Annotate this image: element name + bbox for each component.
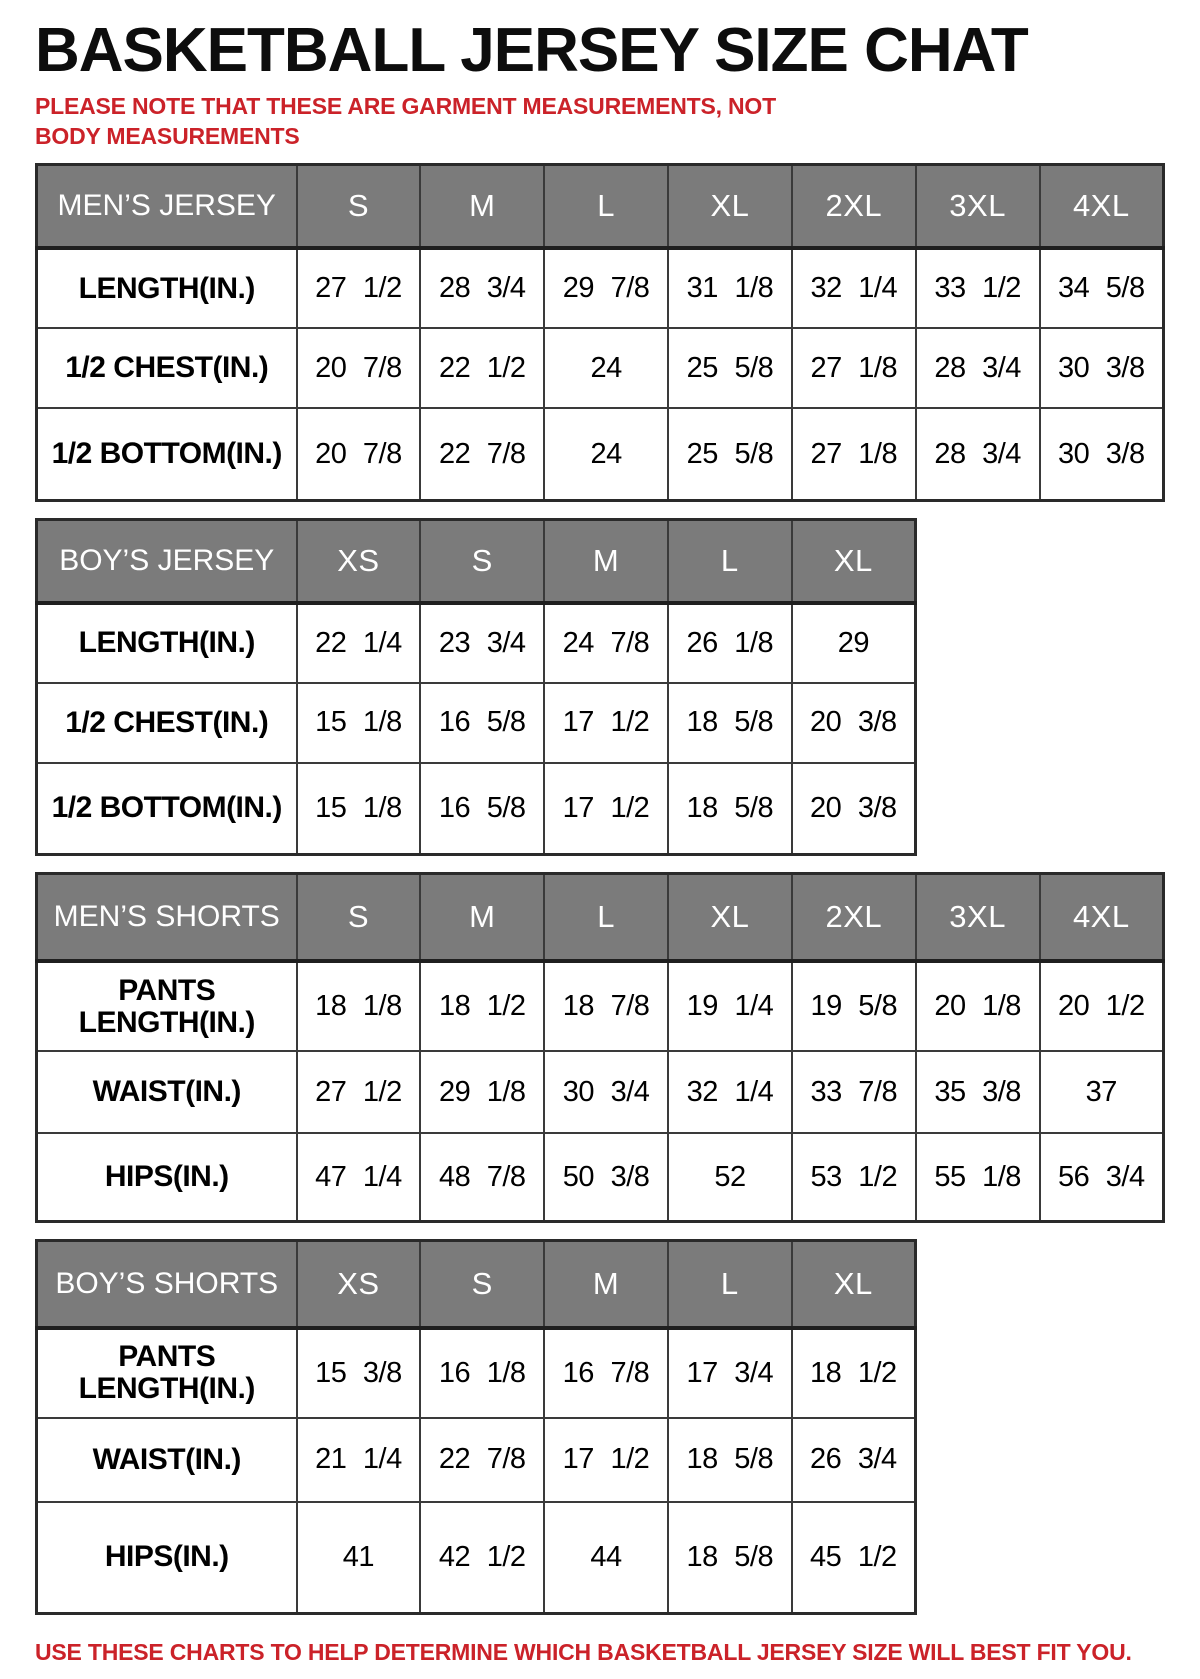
size-header-cell: 4XL (1040, 165, 1164, 249)
value-cell: 21 1/4 (297, 1418, 421, 1502)
size-header-cell: L (544, 165, 668, 249)
value-cell: 24 (544, 408, 668, 500)
row-label-cell: PANTS LENGTH(IN.) (37, 1328, 297, 1418)
value-cell: 26 3/4 (792, 1418, 916, 1502)
row-label-cell: LENGTH(IN.) (37, 248, 297, 328)
value-cell: 37 (1040, 1051, 1164, 1133)
size-header-cell: S (297, 874, 421, 962)
value-cell: 17 1/2 (544, 763, 668, 855)
value-cell: 18 1/2 (420, 961, 544, 1051)
size-header-cell: S (420, 1240, 544, 1328)
value-cell: 17 1/2 (544, 683, 668, 763)
table-row (37, 328, 1164, 408)
value-cell: 33 1/2 (916, 248, 1040, 328)
size-header-cell: XL (792, 519, 916, 603)
garment-measurement-note: PLEASE NOTE THAT THESE ARE GARMENT MEASUREMENTS, NOT BODY MEASUREMENTS (35, 93, 776, 150)
size-header-cell: 4XL (1040, 874, 1164, 962)
row-label-cell: HIPS(IN.) (37, 1502, 297, 1614)
value-cell: 18 5/8 (668, 683, 792, 763)
header-row (37, 1240, 916, 1328)
size-header-cell: S (297, 165, 421, 249)
value-cell: 20 3/8 (792, 683, 916, 763)
value-cell: 17 3/4 (668, 1328, 792, 1418)
value-cell: 20 3/8 (792, 763, 916, 855)
table-title-cell: MEN’S SHORTS (37, 874, 297, 962)
mens-shorts-table (35, 872, 1165, 1223)
value-cell: 16 7/8 (544, 1328, 668, 1418)
size-header-cell: 3XL (916, 874, 1040, 962)
value-cell: 22 7/8 (420, 408, 544, 500)
value-cell: 34 5/8 (1040, 248, 1164, 328)
value-cell: 32 1/4 (668, 1051, 792, 1133)
value-cell: 44 (544, 1502, 668, 1614)
table-title-cell: BOY’S JERSEY (37, 519, 297, 603)
table-title-cell: BOY’S SHORTS (37, 1240, 297, 1328)
row-label-cell: PANTS LENGTH(IN.) (37, 961, 297, 1051)
size-header-cell: XL (668, 874, 792, 962)
value-cell: 16 5/8 (420, 763, 544, 855)
size-header-cell: L (668, 1240, 792, 1328)
value-cell: 19 1/4 (668, 961, 792, 1051)
size-header-cell: XS (297, 519, 421, 603)
value-cell: 30 3/8 (1040, 328, 1164, 408)
value-cell: 15 1/8 (297, 683, 421, 763)
value-cell: 33 7/8 (792, 1051, 916, 1133)
value-cell: 27 1/8 (792, 408, 916, 500)
value-cell: 25 5/8 (668, 328, 792, 408)
value-cell: 28 3/4 (916, 328, 1040, 408)
row-label-cell: 1/2 BOTTOM(IN.) (37, 408, 297, 500)
value-cell: 20 1/8 (916, 961, 1040, 1051)
table-row (37, 248, 1164, 328)
table-row (37, 763, 916, 855)
value-cell: 16 5/8 (420, 683, 544, 763)
row-label-cell: LENGTH(IN.) (37, 603, 297, 683)
size-header-cell: XL (792, 1240, 916, 1328)
value-cell: 55 1/8 (916, 1133, 1040, 1221)
row-label-cell: 1/2 BOTTOM(IN.) (37, 763, 297, 855)
size-header-cell: L (668, 519, 792, 603)
value-cell: 45 1/2 (792, 1502, 916, 1614)
value-cell: 27 1/2 (297, 248, 421, 328)
table-title-cell: MEN’S JERSEY (37, 165, 297, 249)
value-cell: 20 1/2 (1040, 961, 1164, 1051)
value-cell: 18 5/8 (668, 763, 792, 855)
value-cell: 23 3/4 (420, 603, 544, 683)
value-cell: 18 1/8 (297, 961, 421, 1051)
row-label-cell: 1/2 CHEST(IN.) (37, 683, 297, 763)
value-cell: 22 1/4 (297, 603, 421, 683)
value-cell: 53 1/2 (792, 1133, 916, 1221)
size-header-cell: 3XL (916, 165, 1040, 249)
header-row (37, 165, 1164, 249)
table-row (37, 1133, 1164, 1221)
row-label-cell: 1/2 CHEST(IN.) (37, 328, 297, 408)
value-cell: 24 7/8 (544, 603, 668, 683)
value-cell: 26 1/8 (668, 603, 792, 683)
value-cell: 18 1/2 (792, 1328, 916, 1418)
value-cell: 29 7/8 (544, 248, 668, 328)
table-row (37, 683, 916, 763)
size-header-cell: S (420, 519, 544, 603)
value-cell: 31 1/8 (668, 248, 792, 328)
value-cell: 27 1/2 (297, 1051, 421, 1133)
row-label-cell: WAIST(IN.) (37, 1051, 297, 1133)
value-cell: 30 3/8 (1040, 408, 1164, 500)
value-cell: 25 5/8 (668, 408, 792, 500)
table-row (37, 603, 916, 683)
table-row (37, 408, 1164, 500)
value-cell: 15 3/8 (297, 1328, 421, 1418)
value-cell: 29 (792, 603, 916, 683)
value-cell: 48 7/8 (420, 1133, 544, 1221)
table-row (37, 1328, 916, 1418)
header-row (37, 874, 1164, 962)
value-cell: 27 1/8 (792, 328, 916, 408)
value-cell: 35 3/8 (916, 1051, 1040, 1133)
value-cell: 56 3/4 (1040, 1133, 1164, 1221)
value-cell: 41 (297, 1502, 421, 1614)
value-cell: 47 1/4 (297, 1133, 421, 1221)
fit-advice-note: USE THESE CHARTS TO HELP DETERMINE WHICH BASKETBALL JERSEY SIZE WILL BEST FIT YOU. (35, 1639, 1132, 1666)
value-cell: 18 7/8 (544, 961, 668, 1051)
page-title: BASKETBALL JERSEY SIZE CHAT (35, 16, 1028, 85)
value-cell: 28 3/4 (916, 408, 1040, 500)
value-cell: 22 7/8 (420, 1418, 544, 1502)
table-row (37, 1051, 1164, 1133)
header-row (37, 519, 916, 603)
value-cell: 50 3/8 (544, 1133, 668, 1221)
value-cell: 32 1/4 (792, 248, 916, 328)
size-header-cell: 2XL (792, 165, 916, 249)
value-cell: 18 5/8 (668, 1502, 792, 1614)
value-cell: 29 1/8 (420, 1051, 544, 1133)
value-cell: 24 (544, 328, 668, 408)
size-header-cell: M (420, 874, 544, 962)
value-cell: 20 7/8 (297, 328, 421, 408)
boys-shorts-table (35, 1239, 917, 1616)
table-row (37, 1502, 916, 1614)
size-header-cell: M (544, 1240, 668, 1328)
value-cell: 28 3/4 (420, 248, 544, 328)
size-header-cell: L (544, 874, 668, 962)
table-row (37, 1418, 916, 1502)
row-label-cell: HIPS(IN.) (37, 1133, 297, 1221)
value-cell: 22 1/2 (420, 328, 544, 408)
value-cell: 18 5/8 (668, 1418, 792, 1502)
table-row (37, 961, 1164, 1051)
size-header-cell: M (544, 519, 668, 603)
value-cell: 16 1/8 (420, 1328, 544, 1418)
value-cell: 30 3/4 (544, 1051, 668, 1133)
size-header-cell: 2XL (792, 874, 916, 962)
size-header-cell: M (420, 165, 544, 249)
value-cell: 42 1/2 (420, 1502, 544, 1614)
value-cell: 15 1/8 (297, 763, 421, 855)
value-cell: 52 (668, 1133, 792, 1221)
size-header-cell: XL (668, 165, 792, 249)
row-label-cell: WAIST(IN.) (37, 1418, 297, 1502)
size-header-cell: XS (297, 1240, 421, 1328)
value-cell: 20 7/8 (297, 408, 421, 500)
value-cell: 17 1/2 (544, 1418, 668, 1502)
mens-jersey-table (35, 163, 1165, 502)
boys-jersey-table (35, 518, 917, 857)
value-cell: 19 5/8 (792, 961, 916, 1051)
